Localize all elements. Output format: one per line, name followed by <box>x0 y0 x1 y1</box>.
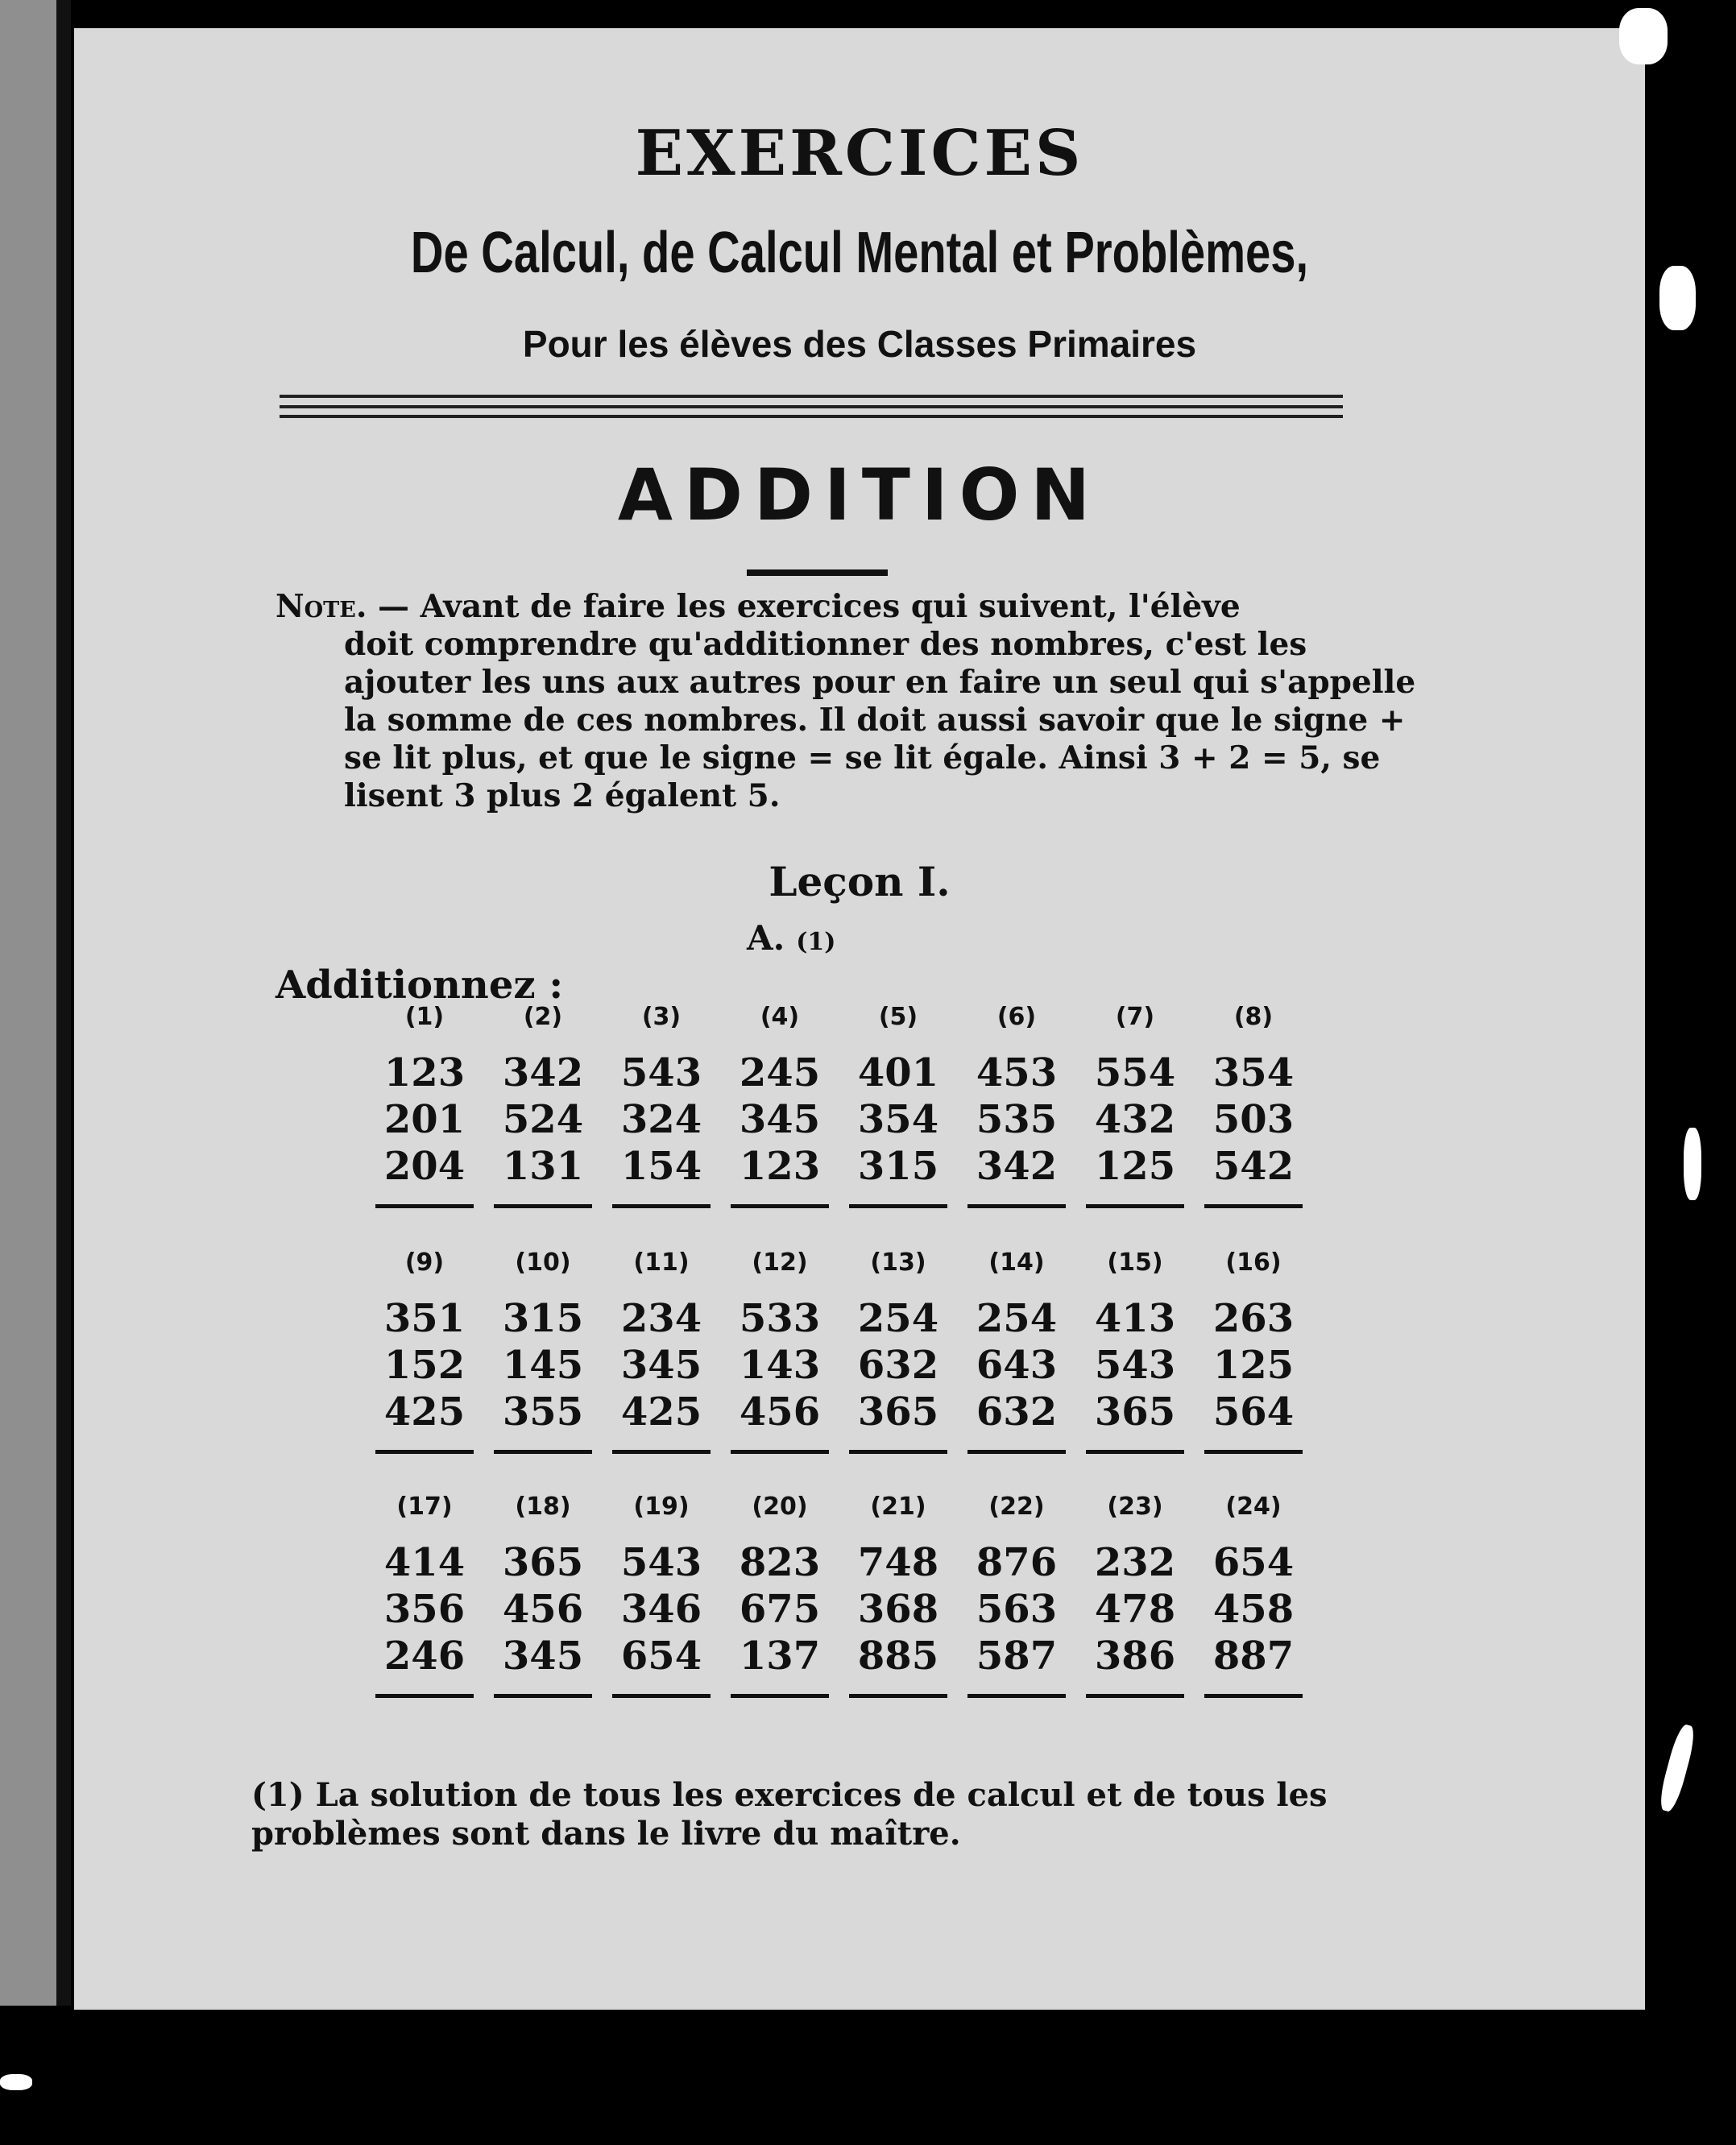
sum-line <box>612 1450 711 1454</box>
exercise-number: (13) <box>870 1248 926 1277</box>
addend: 368 <box>857 1587 939 1632</box>
addend: 386 <box>1094 1634 1176 1679</box>
sum-line <box>849 1694 947 1698</box>
addend: 542 <box>1212 1144 1295 1189</box>
sum-line <box>1204 1694 1303 1698</box>
exercise-number: (21) <box>870 1493 926 1521</box>
exercise-number: (5) <box>878 1003 918 1031</box>
exercise-number: (14) <box>988 1248 1045 1277</box>
addend: 365 <box>857 1389 939 1435</box>
exercise-number: (18) <box>515 1493 571 1521</box>
addend: 554 <box>1094 1050 1176 1095</box>
sum-line <box>494 1694 592 1698</box>
exercise-24 <box>1201 1493 1306 1698</box>
exercise-number: (3) <box>641 1003 682 1031</box>
addend: 425 <box>383 1389 466 1435</box>
header-subtitle: De Calcul, de Calcul Mental et Problèmes, <box>410 221 1309 285</box>
addend: 346 <box>620 1587 702 1632</box>
addend: 354 <box>1212 1050 1295 1095</box>
exercise-number: (7) <box>1115 1003 1155 1031</box>
addend: 643 <box>976 1343 1058 1388</box>
header-title: EXERCICES <box>635 117 1084 190</box>
addend: 413 <box>1094 1296 1176 1341</box>
addend: 324 <box>620 1097 702 1142</box>
scan-speck <box>1684 1128 1701 1200</box>
document-page <box>74 28 1645 2010</box>
exercise-6 <box>964 1003 1069 1208</box>
addend: 354 <box>857 1097 939 1142</box>
addend: 425 <box>620 1389 702 1435</box>
page-gutter <box>56 0 71 2006</box>
header-rule-top <box>280 395 1343 398</box>
addend: 315 <box>857 1144 939 1189</box>
addend: 458 <box>1212 1587 1295 1632</box>
note-body: doit comprendre qu'additionner des nombres, c'est les ajouter les uns aux autres pour en faire un seul qui s'appelle la somme de ces nombres. Il doit aussi savoir que le signe + se lit plus, et que le signe = se lit égale. Ainsi 3 + 2 = 5, se lisent 3 plus 2 égalent 5. <box>344 626 1416 814</box>
note-label: Note. <box>276 588 367 625</box>
instruction: Additionnez : <box>276 963 564 1008</box>
sum-line <box>612 1204 711 1208</box>
addend: 748 <box>857 1540 939 1585</box>
exercise-number: (8) <box>1233 1003 1274 1031</box>
sum-line <box>849 1450 947 1454</box>
addend: 535 <box>976 1097 1058 1142</box>
addend: 245 <box>739 1050 821 1095</box>
sum-line <box>375 1694 474 1698</box>
lesson-part-ref: (1) <box>796 928 836 956</box>
addend: 456 <box>502 1587 584 1632</box>
addend: 543 <box>1094 1343 1176 1388</box>
exercise-5 <box>846 1003 951 1208</box>
addend: 401 <box>857 1050 939 1095</box>
sum-line <box>1204 1450 1303 1454</box>
addend: 125 <box>1212 1343 1295 1388</box>
addend: 533 <box>739 1296 821 1341</box>
exercise-18 <box>491 1493 595 1698</box>
sum-line <box>967 1204 1066 1208</box>
addend: 524 <box>502 1097 584 1142</box>
addend: 342 <box>502 1050 584 1095</box>
addend: 453 <box>976 1050 1058 1095</box>
sum-line <box>375 1204 474 1208</box>
addend: 365 <box>502 1540 584 1585</box>
addend: 823 <box>739 1540 821 1585</box>
exercise-19 <box>609 1493 714 1698</box>
addend: 887 <box>1212 1634 1295 1679</box>
addend: 154 <box>620 1144 702 1189</box>
scan-speck <box>0 2074 32 2090</box>
scan-speck <box>1659 266 1696 330</box>
header-rule-bottom <box>280 415 1343 418</box>
addend: 123 <box>739 1144 821 1189</box>
addend: 365 <box>1094 1389 1176 1435</box>
exercise-8 <box>1201 1003 1306 1208</box>
exercise-16 <box>1201 1248 1306 1454</box>
exercise-number: (10) <box>515 1248 571 1277</box>
exercise-20 <box>727 1493 832 1698</box>
scan-speck <box>1619 8 1668 64</box>
addend: 675 <box>739 1587 821 1632</box>
addend: 125 <box>1094 1144 1176 1189</box>
exercise-23 <box>1083 1493 1187 1698</box>
addend: 587 <box>976 1634 1058 1679</box>
exercise-number: (9) <box>404 1248 445 1277</box>
sum-line <box>1086 1694 1184 1698</box>
note-first-line <box>276 588 1419 626</box>
addend: 315 <box>502 1296 584 1341</box>
exercise-21 <box>846 1493 951 1698</box>
exercise-17 <box>372 1493 477 1698</box>
addend: 254 <box>857 1296 939 1341</box>
exercise-number: (15) <box>1107 1248 1163 1277</box>
addend: 342 <box>976 1144 1058 1189</box>
addend: 478 <box>1094 1587 1176 1632</box>
exercise-number: (22) <box>988 1493 1045 1521</box>
addend: 632 <box>976 1389 1058 1435</box>
exercise-11 <box>609 1248 714 1454</box>
sum-line <box>612 1694 711 1698</box>
addend: 246 <box>383 1634 466 1679</box>
exercise-14 <box>964 1248 1069 1454</box>
exercise-10 <box>491 1248 595 1454</box>
sum-line <box>849 1204 947 1208</box>
lesson-part-label: A. <box>747 918 785 958</box>
addend: 355 <box>502 1389 584 1435</box>
exercise-12 <box>727 1248 832 1454</box>
addend: 432 <box>1094 1097 1176 1142</box>
lesson-part <box>747 918 835 958</box>
addend: 351 <box>383 1296 466 1341</box>
addend: 131 <box>502 1144 584 1189</box>
addend: 137 <box>739 1634 821 1679</box>
addend: 543 <box>620 1540 702 1585</box>
exercise-number: (6) <box>996 1003 1037 1031</box>
addend: 234 <box>620 1296 702 1341</box>
exercise-4 <box>727 1003 832 1208</box>
sum-line <box>494 1204 592 1208</box>
exercise-number: (1) <box>404 1003 445 1031</box>
note-paragraph <box>276 588 1419 815</box>
sum-line <box>1086 1204 1184 1208</box>
addend: 414 <box>383 1540 466 1585</box>
sum-line <box>494 1450 592 1454</box>
addend: 254 <box>976 1296 1058 1341</box>
addend: 503 <box>1212 1097 1295 1142</box>
addend: 145 <box>502 1343 584 1388</box>
exercise-15 <box>1083 1248 1187 1454</box>
exercise-3 <box>609 1003 714 1208</box>
sum-line <box>375 1450 474 1454</box>
sum-line <box>731 1450 829 1454</box>
addend: 345 <box>739 1097 821 1142</box>
exercise-number: (2) <box>523 1003 563 1031</box>
sum-line <box>967 1694 1066 1698</box>
addend: 564 <box>1212 1389 1295 1435</box>
addend: 143 <box>739 1343 821 1388</box>
addend: 654 <box>1212 1540 1295 1585</box>
addend: 263 <box>1212 1296 1295 1341</box>
exercise-13 <box>846 1248 951 1454</box>
footnote: (1) La solution de tous les exercices de calcul et de tous les problèmes sont dans le livre du maître. <box>251 1776 1328 1853</box>
header-audience: Pour les élèves des Classes Primaires <box>522 323 1197 365</box>
exercise-number: (24) <box>1225 1493 1282 1521</box>
addend: 201 <box>383 1097 466 1142</box>
exercise-1 <box>372 1003 477 1208</box>
header-rule-middle <box>280 405 1343 408</box>
exercise-number: (11) <box>633 1248 690 1277</box>
addend: 543 <box>620 1050 702 1095</box>
exercise-number: (19) <box>633 1493 690 1521</box>
note-first-line-text: — Avant de faire les exercices qui suivent, l'élève <box>367 588 1241 625</box>
sum-line <box>1204 1204 1303 1208</box>
section-title: ADDITION <box>617 453 1102 536</box>
lesson-title: Leçon I. <box>769 858 951 905</box>
addend: 204 <box>383 1144 466 1189</box>
addend: 876 <box>976 1540 1058 1585</box>
addend: 123 <box>383 1050 466 1095</box>
addend: 456 <box>739 1389 821 1435</box>
exercise-number: (4) <box>760 1003 800 1031</box>
addend: 345 <box>502 1634 584 1679</box>
exercise-number: (20) <box>752 1493 808 1521</box>
sum-line <box>967 1450 1066 1454</box>
addend: 885 <box>857 1634 939 1679</box>
addend: 345 <box>620 1343 702 1388</box>
addend: 356 <box>383 1587 466 1632</box>
exercise-7 <box>1083 1003 1187 1208</box>
exercise-22 <box>964 1493 1069 1698</box>
addend: 152 <box>383 1343 466 1388</box>
section-title-rule <box>747 569 888 576</box>
addend: 654 <box>620 1634 702 1679</box>
sum-line <box>731 1694 829 1698</box>
sum-line <box>731 1204 829 1208</box>
exercise-number: (12) <box>752 1248 808 1277</box>
scan-speck <box>1656 1723 1698 1813</box>
exercise-number: (16) <box>1225 1248 1282 1277</box>
addend: 563 <box>976 1587 1058 1632</box>
exercise-9 <box>372 1248 477 1454</box>
exercise-number: (23) <box>1107 1493 1163 1521</box>
sum-line <box>1086 1450 1184 1454</box>
exercise-number: (17) <box>396 1493 453 1521</box>
addend: 632 <box>857 1343 939 1388</box>
exercise-2 <box>491 1003 595 1208</box>
addend: 232 <box>1094 1540 1176 1585</box>
